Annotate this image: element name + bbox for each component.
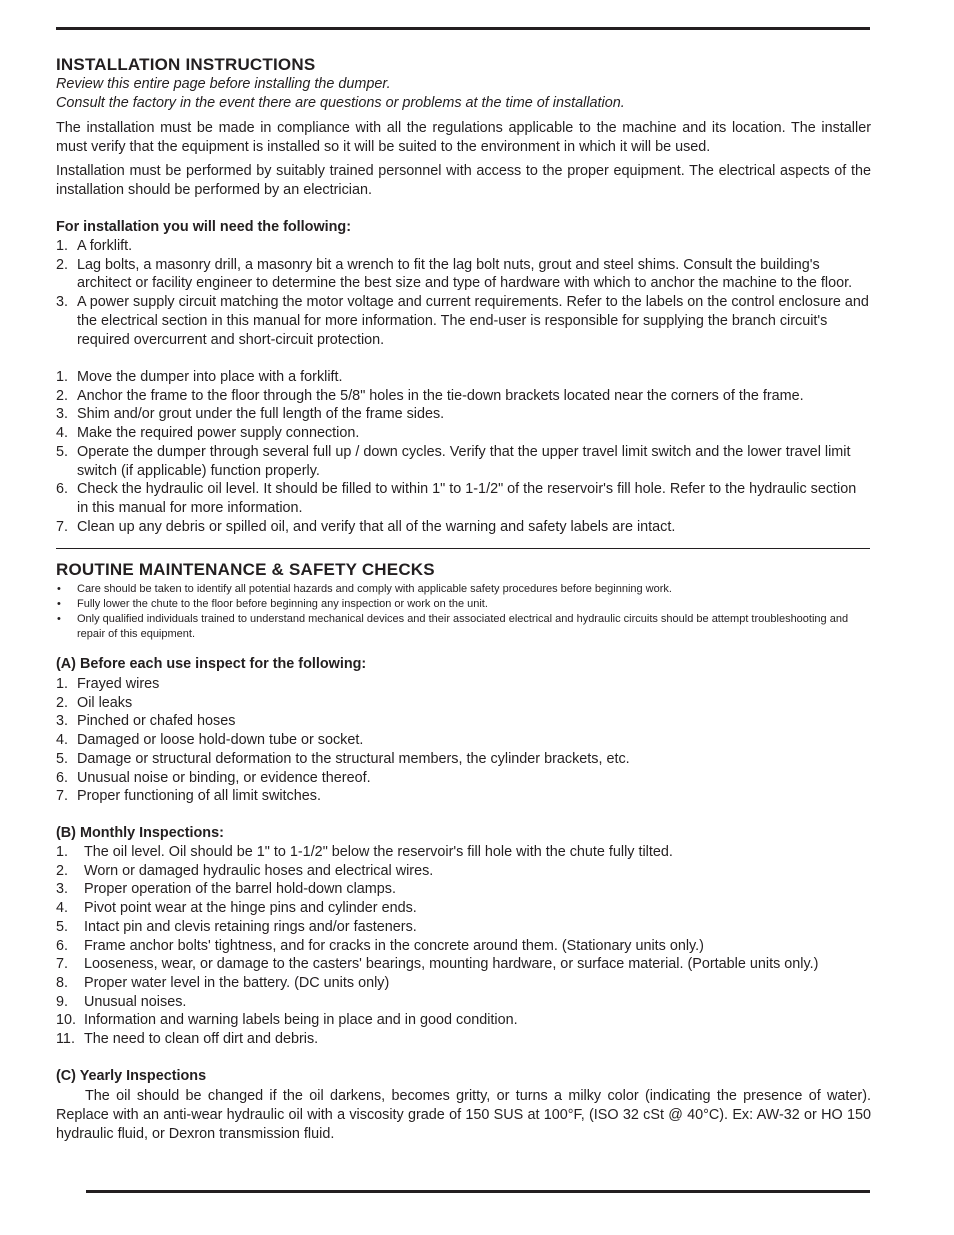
- item-text: Anchor the frame to the floor through the 5/8" holes in the tie-down brackets located near the corners of the frame.: [77, 387, 804, 404]
- item-number: 10.: [56, 1012, 77, 1029]
- list-item: [56, 862, 871, 881]
- bullet-icon: •: [57, 583, 61, 595]
- list-item: [56, 918, 871, 937]
- list-item: [56, 387, 871, 406]
- item-number: 3.: [56, 406, 69, 423]
- item-text: Operate the dumper through several full up / down cycles. Verify that the upper travel limit switch and the lower travel limit switch (if applicable) function properly.: [77, 443, 851, 479]
- item-text: Care should be taken to identify all potential hazards and comply with applicable safety procedures before beginning work.: [77, 583, 672, 595]
- item-text: Frayed wires: [77, 676, 160, 692]
- list-item: [56, 256, 871, 293]
- item-text: Clean up any debris or spilled oil, and verify that all of the warning and safety labels are intact.: [77, 518, 676, 535]
- item-number: 1.: [56, 676, 69, 692]
- item-text: Fully lower the chute to the floor before beginning any inspection or work on the unit.: [77, 598, 488, 610]
- item-text: Only qualified individuals trained to understand mechanical devices and their associated electrical and hydraulic circuits should be attempt troubleshooting and repair of this equipment.: [77, 613, 849, 640]
- item-number: 4.: [56, 425, 69, 442]
- bottom-rule: [86, 1190, 870, 1193]
- item-number: 8.: [56, 974, 69, 991]
- item-text: Move the dumper into place with a forklift.: [77, 369, 343, 385]
- maintenance-title: ROUTINE MAINTENANCE & SAFETY CHECKS: [56, 560, 435, 579]
- item-number: 7.: [56, 518, 69, 535]
- list-item: [56, 769, 871, 788]
- safety-bullets: [56, 582, 871, 642]
- item-text: Information and warning labels being in place and in good condition.: [84, 1012, 518, 1029]
- item-number: 1.: [56, 844, 69, 860]
- item-number: 2.: [56, 862, 69, 879]
- install-paragraph-1: The installation must be made in compliance with all the regulations applicable to the machine and its location. The installer must verify that the equipment is installed so it will be suited to the environment in which it will be used.: [56, 120, 871, 155]
- list-item: [56, 405, 871, 424]
- top-rule: [56, 27, 870, 30]
- list-item: [56, 899, 871, 918]
- item-number: 2.: [56, 256, 69, 273]
- item-number: 6.: [56, 937, 69, 954]
- item-number: 2.: [56, 387, 69, 404]
- item-number: 5.: [56, 443, 69, 460]
- item-text: Proper water level in the battery. (DC units only): [84, 974, 390, 991]
- needs-heading: For installation you will need the following:: [56, 219, 352, 235]
- list-item: [56, 424, 871, 443]
- item-text: Worn or damaged hydraulic hoses and electrical wires.: [84, 862, 434, 879]
- item-text: Proper operation of the barrel hold-down clamps.: [84, 881, 396, 898]
- item-number: 4.: [56, 900, 69, 917]
- item-number: 11.: [56, 1031, 75, 1048]
- item-number: 3.: [56, 294, 69, 311]
- list-item: [56, 750, 871, 769]
- item-number: 6.: [56, 769, 69, 786]
- item-text: Damaged or loose hold-down tube or socket.: [77, 732, 364, 749]
- list-item: [56, 675, 871, 694]
- item-text: Intact pin and clevis retaining rings and/or fasteners.: [84, 918, 417, 935]
- section-divider: [56, 548, 870, 549]
- item-number: 6.: [56, 481, 69, 498]
- item-number: 2.: [56, 694, 69, 711]
- item-number: 1.: [56, 369, 69, 385]
- yearly-paragraph: The oil should be changed if the oil darkens, becomes gritty, or turns a milky color (indicating the presence of water). Replace with an anti-wear hydraulic oil with a viscosity grade of 150 SUS at 100°F, (ISO 32 cSt @ 40°C). Ex: AW-32 or HO 150 hydraulic fluid, or Dexron transmission fluid.: [56, 1088, 871, 1142]
- item-text: Proper functioning of all limit switches.: [77, 788, 321, 805]
- installation-title: INSTALLATION INSTRUCTIONS: [56, 55, 316, 74]
- list-item: [56, 787, 871, 806]
- item-number: 9.: [56, 993, 69, 1010]
- item-text: A power supply circuit matching the motor voltage and current requirements. Refer to the labels on the control enclosure and the electrical section in this manual for more information. The end-user is responsible for supplying the branch circuit's required overcurrent and short-circuit protection.: [77, 294, 869, 348]
- intro-line-1: Review this entire page before installing the dumper.: [56, 76, 391, 92]
- item-number: 4.: [56, 732, 69, 749]
- list-item: [56, 237, 871, 256]
- list-item: [56, 612, 871, 642]
- before-use-list: [56, 675, 871, 806]
- item-number: 3.: [56, 881, 69, 898]
- list-item: [56, 955, 871, 974]
- monthly-list: [56, 843, 871, 1049]
- item-text: Unusual noise or binding, or evidence thereof.: [77, 769, 371, 786]
- list-item: [56, 443, 871, 480]
- item-text: Pinched or chafed hoses: [77, 713, 236, 730]
- bullet-icon: •: [57, 598, 61, 610]
- list-item: [56, 368, 871, 387]
- item-text: Oil leaks: [77, 694, 133, 711]
- list-item: [56, 974, 871, 993]
- list-item: [56, 480, 871, 517]
- item-number: 1.: [56, 238, 69, 254]
- list-item: [56, 937, 871, 956]
- item-text: A forklift.: [77, 238, 133, 254]
- list-item: [56, 880, 871, 899]
- list-item: [56, 731, 871, 750]
- item-text: Check the hydraulic oil level. It should be filled to within 1" to 1-1/2" of the reservoir's fill hole. Refer to the hydraulic section in this manual for more information.: [77, 481, 857, 516]
- list-item: [56, 712, 871, 731]
- list-item: [56, 1030, 871, 1049]
- item-text: Lag bolts, a masonry drill, a masonry bit a wrench to fit the lag bolt nuts, grout and steel shims. Consult the building's architect or facility engineer to determine the best size and type of hardware with which to anchor the machine to the floor.: [77, 256, 853, 292]
- item-number: 5.: [56, 918, 69, 935]
- item-text: Unusual noises.: [84, 993, 187, 1010]
- item-number: 7.: [56, 956, 69, 973]
- intro-line-2: Consult the factory in the event there are questions or problems at the time of installation.: [56, 95, 625, 111]
- item-number: 5.: [56, 750, 69, 767]
- item-text: Pivot point wear at the hinge pins and cylinder ends.: [84, 900, 417, 917]
- installation-steps-list: [56, 368, 871, 536]
- item-text: Looseness, wear, or damage to the casters' bearings, mounting hardware, or surface material. (Portable units only.): [84, 956, 819, 973]
- item-text: The need to clean off dirt and debris.: [84, 1031, 319, 1048]
- list-item: [56, 597, 871, 612]
- monthly-heading: (B) Monthly Inspections:: [56, 825, 224, 841]
- list-item: [56, 293, 871, 349]
- before-use-heading: (A) Before each use inspect for the following:: [56, 656, 367, 672]
- list-item: [56, 993, 871, 1012]
- list-item: [56, 694, 871, 713]
- item-text: Shim and/or grout under the full length of the frame sides.: [77, 406, 445, 423]
- item-number: 7.: [56, 788, 69, 805]
- item-text: Frame anchor bolts' tightness, and for cracks in the concrete around them. (Stationary units only.): [84, 937, 704, 954]
- yearly-heading: (C) Yearly Inspections: [56, 1068, 207, 1084]
- list-item: [56, 518, 871, 537]
- item-text: The oil level. Oil should be 1" to 1-1/2" below the reservoir's fill hole with the chute fully tilted.: [84, 844, 673, 860]
- list-item: [56, 582, 871, 597]
- list-item: [56, 843, 871, 862]
- list-item: [56, 1011, 871, 1030]
- bullet-icon: •: [57, 613, 61, 625]
- item-text: Damage or structural deformation to the structural members, the cylinder brackets, etc.: [77, 750, 630, 767]
- install-paragraph-2: Installation must be performed by suitably trained personnel with access to the proper equipment. The electrical aspects of the installation should be performed by an electrician.: [56, 163, 871, 198]
- item-number: 3.: [56, 713, 69, 730]
- needs-list: [56, 237, 871, 349]
- item-text: Make the required power supply connection.: [77, 425, 360, 442]
